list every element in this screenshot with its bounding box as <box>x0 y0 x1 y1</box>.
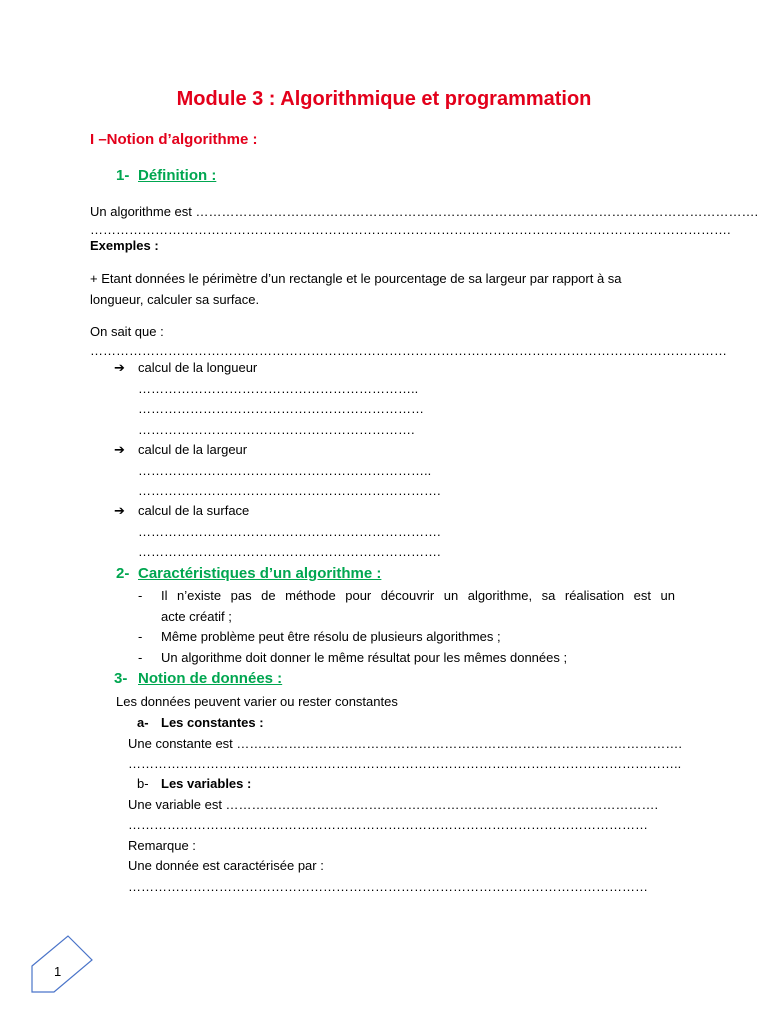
constantes-heading: Les constantes : <box>161 715 264 730</box>
calc-longueur-dots-1: ……………………………………………………….. <box>138 381 419 396</box>
page-number: 1 <box>54 964 62 979</box>
arrow-right-icon: ➔ <box>114 360 125 375</box>
calc-longueur-label: calcul de la longueur <box>138 360 258 375</box>
calc-largeur-label: calcul de la largeur <box>138 442 248 457</box>
donnees-intro: Les données peuvent varier ou rester constantes <box>116 694 398 709</box>
caracteristique-item-3: Un algorithme doit donner le même résultat pour les mêmes données ; <box>161 650 568 665</box>
calc-largeur-dots-1: ………………………………………………………….. <box>138 463 432 478</box>
arrow-right-icon: ➔ <box>114 442 125 457</box>
examples-label: Exemples : <box>90 238 159 253</box>
calc-surface-label: calcul de la surface <box>138 503 250 518</box>
calc-largeur-dots-2: ……………………………………………………………. <box>138 483 441 498</box>
section-heading-1: I –Notion d’algorithme : <box>90 131 258 148</box>
page-title: Module 3 : Algorithmique et programmation <box>176 88 592 110</box>
bullet-dash: - <box>138 629 143 644</box>
subsection-number-1: 1- <box>116 167 130 184</box>
variable-line-1: Une variable est ………………………………………………………………………………………. <box>128 797 659 812</box>
remarque-label: Remarque : <box>128 838 196 853</box>
constante-line-1: Une constante est …………………………………………………………………………………………. <box>128 736 683 751</box>
on-sait-que-label: On sait que : <box>90 324 164 339</box>
constantes-letter: a- <box>137 715 149 730</box>
subsection-number-2: 2- <box>116 565 130 582</box>
subsection-heading-definition: Définition : <box>138 167 217 184</box>
caracteristique-item-2: Même problème peut être résolu de plusieurs algorithmes ; <box>161 629 501 644</box>
variable-line-2: ………………………………………………………………………………………………………… <box>128 817 648 832</box>
caracterisee-dots: ………………………………………………………………………………………………………… <box>128 879 648 894</box>
definition-line-2: …………………………………………………………………………………………………………………………………. <box>90 222 731 237</box>
calc-surface-dots-1: ……………………………………………………………. <box>138 524 441 539</box>
subsection-heading-donnees: Notion de données : <box>138 670 283 687</box>
calc-longueur-dots-3: ………………………………………………………. <box>138 422 415 437</box>
on-sait-que-dots: ………………………………………………………………………………………………………………………………… <box>90 343 727 358</box>
bullet-dash: - <box>138 650 143 665</box>
caracteristique-item-1-line-1: Il n’existe pas de méthode pour découvrir un algorithme, sa réalisation est un <box>161 588 675 603</box>
calc-longueur-dots-2: ………………………………………………………… <box>138 401 424 416</box>
bullet-dash: - <box>138 588 143 603</box>
example-line-2: longueur, calculer sa surface. <box>90 292 260 307</box>
subsection-number-3: 3- <box>114 670 128 687</box>
definition-line-1: Un algorithme est …………………………………………………………………………………………………………………. <box>90 204 759 219</box>
example-line-1: + Etant données le périmètre d’un rectangle et le pourcentage de sa largeur par rapport à sa <box>90 271 622 286</box>
caracterisee-line: Une donnée est caractérisée par : <box>128 858 324 873</box>
calc-surface-dots-2: ……………………………………………………………. <box>138 544 441 559</box>
subsection-heading-caracteristiques: Caractéristiques d’un algorithme : <box>138 565 382 582</box>
variables-letter: b- <box>137 776 149 791</box>
caracteristique-item-1-line-2: acte créatif ; <box>161 609 232 624</box>
arrow-right-icon: ➔ <box>114 503 125 518</box>
variables-heading: Les variables : <box>161 776 252 791</box>
constante-line-2: ……………………………………………………………………………………………………………….. <box>128 756 682 771</box>
